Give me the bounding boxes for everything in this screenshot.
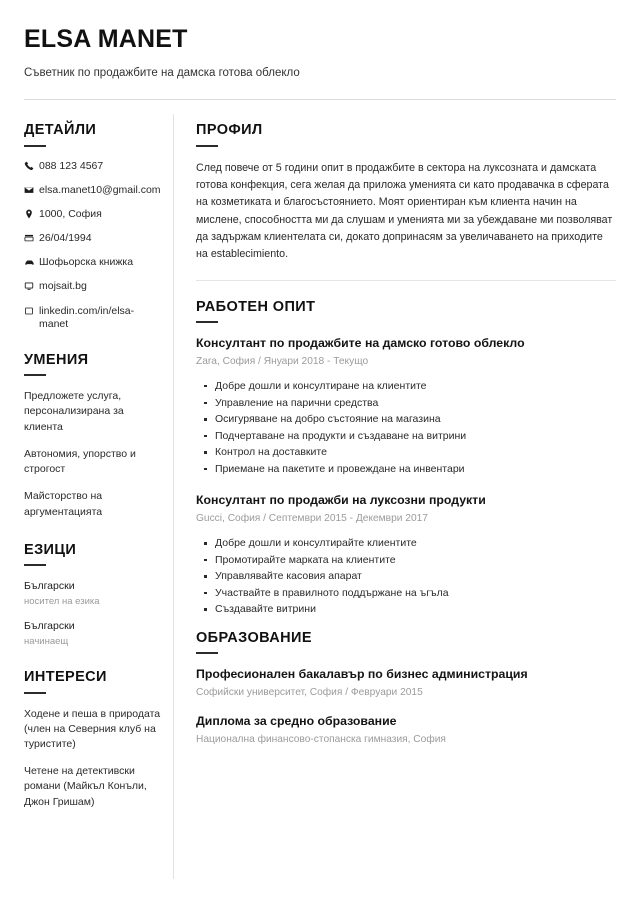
list-item: Контрол на доставките xyxy=(204,444,616,461)
experience-entry xyxy=(196,493,616,618)
section-details xyxy=(24,122,161,330)
contact-item-birthdate[interactable] xyxy=(24,232,161,245)
skill-item: Предложете услуга, персонализирана за клиента xyxy=(24,390,124,433)
envelope-icon xyxy=(24,185,39,195)
experience-entry xyxy=(196,336,616,477)
skill-item: Автономия, упорство и строгост xyxy=(24,447,136,476)
experience-title: Консултант по продажбите на дамско готово облекло xyxy=(196,336,525,351)
language-name: Български xyxy=(24,620,75,633)
interest-item: Четене на детективски романи (Майкъл Конъли, Джон Гришам) xyxy=(24,765,147,808)
contact-value-phone: 088 123 4567 xyxy=(39,159,104,172)
list-item: Добре дошли и консултирайте клиентите xyxy=(204,535,616,552)
section-education-heading: ОБРАЗОВАНИЕ xyxy=(196,630,312,647)
contact-item-linkedin[interactable] xyxy=(24,305,161,331)
contact-item-website[interactable] xyxy=(24,280,161,293)
resume-header xyxy=(0,0,640,80)
education-title: Професионален бакалавър по бизнес администрация xyxy=(196,667,528,682)
experience-meta: Zara, София / Януари 2018 - Текущо xyxy=(196,356,369,368)
linkedin-icon xyxy=(24,306,39,316)
resume-body xyxy=(0,100,640,879)
main-spacer-1 xyxy=(196,620,616,630)
section-experience xyxy=(196,299,616,618)
skill-item: Майсторство на аргументацията xyxy=(24,490,103,518)
experience-bullet-list xyxy=(196,378,616,477)
list-item: Добре дошли и консултиране на клиентите xyxy=(204,378,616,395)
list-item: Промотирайте марката на клиентите xyxy=(204,552,616,569)
section-skills-heading: УМЕНИЯ xyxy=(24,351,89,368)
interest-item: Ходене и пеша в природата (член на Северния клуб на туристите) xyxy=(24,707,161,750)
education-meta: Софийски университет, София / Февруари 2015 xyxy=(196,687,423,699)
section-education xyxy=(196,630,616,747)
contact-value-birthdate: 26/04/1994 xyxy=(39,232,92,245)
education-entry xyxy=(196,667,616,700)
language-item xyxy=(24,619,161,648)
heading-underline xyxy=(24,145,46,147)
section-details-heading: ДЕТАЙЛИ xyxy=(24,122,97,139)
education-title: Диплома за средно образование xyxy=(196,714,397,729)
contact-item-driving-licence[interactable] xyxy=(24,256,161,269)
heading-underline xyxy=(196,652,218,654)
contact-item-phone[interactable] xyxy=(24,160,161,173)
language-level: носител на езика xyxy=(24,595,100,607)
car-icon xyxy=(24,257,39,268)
language-level: начинаещ xyxy=(24,635,69,647)
section-divider xyxy=(196,280,616,281)
sidebar-spacer-3 xyxy=(24,659,161,669)
experience-title: Консултант по продажби на луксозни продукти xyxy=(196,493,486,508)
contact-item-location[interactable] xyxy=(24,208,161,221)
contact-value-linkedin: linkedin.com/in/elsa-manet xyxy=(39,304,135,330)
page-title: ELSA MANET xyxy=(24,25,188,53)
contact-value-website: mojsait.bg xyxy=(39,280,87,293)
phone-icon xyxy=(24,161,39,171)
heading-underline xyxy=(196,321,218,323)
section-languages xyxy=(24,542,161,648)
education-meta: Национална финансово-стопанска гимназия, София xyxy=(196,734,446,746)
monitor-icon xyxy=(24,281,39,291)
section-languages-heading: ЕЗИЦИ xyxy=(24,541,77,558)
section-interests xyxy=(24,669,161,810)
contact-value-location: 1000, София xyxy=(39,208,102,221)
contact-value-driving-licence: Шофьорска книжка xyxy=(39,256,134,269)
sidebar-spacer-1 xyxy=(24,342,161,352)
experience-meta: Gucci, София / Септември 2015 - Декември 2017 xyxy=(196,513,428,525)
sidebar xyxy=(0,100,173,821)
language-name: Български xyxy=(24,580,75,593)
list-item: Създавайте витрини xyxy=(204,601,616,618)
list-item: Подчертаване на продукти и създаване на витрини xyxy=(204,428,616,445)
location-pin-icon xyxy=(24,209,39,219)
list-item: Участвайте в правилното поддържане на ъгъла xyxy=(204,585,616,602)
contact-item-email[interactable] xyxy=(24,184,161,197)
section-experience-heading: РАБОТЕН ОПИТ xyxy=(196,298,316,315)
heading-underline xyxy=(24,564,46,566)
list-item: Управление на парични средства xyxy=(204,395,616,412)
list-item: Приемане на пакетите и провеждане на инвентари xyxy=(204,461,616,478)
contact-value-email: elsa.manet10@gmail.com xyxy=(39,183,161,196)
heading-underline xyxy=(196,145,218,147)
profile-text: След повече от 5 години опит в продажбите в сектора на луксозната и дамската готова конфекция, сега желая да приложа уменията си като продавачка в сферата на козметиката и благосъстоянието. Моят ориентиран към клиента начин на мислене, способността ми да слушам и уменията ми за убеждаване ми позволяват да задържам клиентелата си, докато допринасям за увеличаването на приходите на establecimiento. xyxy=(196,161,613,261)
education-entry xyxy=(196,714,616,747)
header-job-title: Съветник по продажбите на дамска готова облекло xyxy=(24,66,300,79)
calendar-icon xyxy=(24,233,39,243)
experience-bullet-list xyxy=(196,535,616,618)
sidebar-spacer-2 xyxy=(24,532,161,542)
list-item: Осигуряване на добро състояние на магазина xyxy=(204,411,616,428)
contact-list xyxy=(24,160,161,331)
section-profile-heading: ПРОФИЛ xyxy=(196,122,263,139)
list-item: Управлявайте касовия апарат xyxy=(204,568,616,585)
heading-underline xyxy=(24,692,46,694)
section-interests-heading: ИНТЕРЕСИ xyxy=(24,669,107,686)
section-profile xyxy=(196,122,616,263)
heading-underline xyxy=(24,374,46,376)
language-item xyxy=(24,579,161,608)
section-skills xyxy=(24,352,161,520)
main-content xyxy=(174,100,640,749)
